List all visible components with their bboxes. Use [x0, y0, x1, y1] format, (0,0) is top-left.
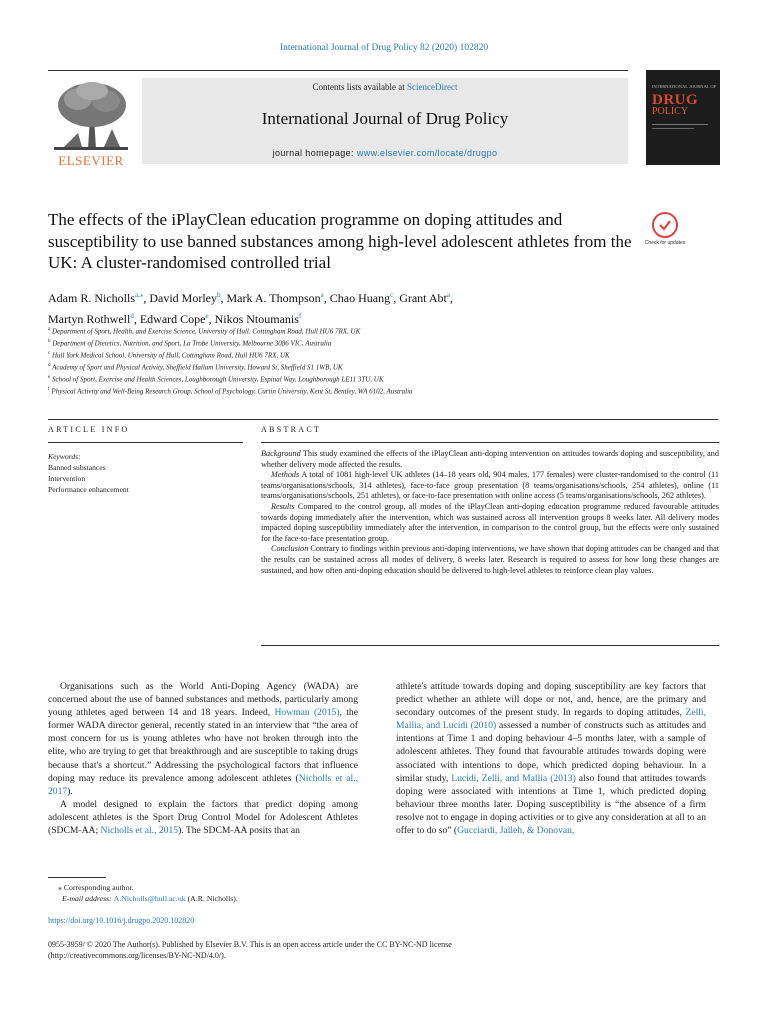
citation-link[interactable]: Nicholls et al., 2015 [100, 825, 179, 837]
author-affiliation-mark: a,⁎ [135, 291, 144, 299]
cover-top: INTERNATIONAL JOURNAL OF [652, 84, 717, 89]
section-rule [261, 645, 719, 646]
check-updates-icon [652, 212, 678, 238]
keyword-item: Banned substances [48, 463, 106, 472]
section-rule [48, 419, 718, 420]
check-updates-label: Check for updates [644, 240, 686, 246]
keywords-label: Keywords: [48, 452, 81, 461]
sciencedirect-link[interactable]: ScienceDirect [407, 82, 458, 92]
keyword-item: Performance enhancement [48, 485, 129, 494]
contents-line: Contents lists available at ScienceDirect [312, 82, 458, 92]
footnote-rule [48, 877, 106, 878]
abstract-methods: Methods A total of 1081 high-level UK athletes (14–18 years old, 904 males, 177 females) were cluster-randomised to the control (11 teams/organisations/schools, 314 athletes), face-to-face group presentation (8 teams/organisations/schools, 254 athletes), online (11 teams/organisations/schools, 251 athletes), or face-to-face presentation with online access (5 teams/organisations/schools, 262 athletes). [261, 470, 719, 501]
article-title: The effects of the iPlayClean education programme on doping attitudes and susceptibility to use banned substances among high-level adolescent athletes from the UK: A cluster-randomised controlled trial [48, 210, 632, 272]
corresponding-mark: ⁎ [58, 883, 62, 892]
author-affiliation-mark: e [205, 312, 209, 320]
affiliation-item: $^e$ School of Sport, Exercise and Health Sciences, Loughborough University, Espinal Way, Loughborough LE11 3TU, UK [48, 374, 384, 384]
author-affiliation-mark: c [390, 291, 394, 299]
journal-citation-link[interactable]: International Journal of Drug Policy 82 (2020) 102820 [279, 43, 489, 53]
affiliation-item: $^f$ Physical Activity and Well-Being Research Group, School of Psychology, Curtin University, Kent St, Bentley, WA 6102, Australia [48, 386, 413, 395]
elsevier-logo [48, 77, 134, 168]
author-affiliation-mark: d [130, 312, 134, 320]
author-name[interactable]: Martyn Rothwell [48, 312, 131, 326]
affiliation-item: $^a$ Department of Sport, Health, and Exercise Science, University of Hull, Cottingham Road, Hull HU6 7RX, UK [48, 327, 361, 336]
journal-title: International Journal of Drug Policy [261, 109, 509, 128]
author-name[interactable]: Edward Cope [139, 312, 206, 326]
author-name[interactable]: David Morley [149, 291, 218, 305]
email-link[interactable]: A.Nicholls@hull.ac.uk [113, 894, 186, 903]
affiliation-item: $^d$ Academy of Sport and Physical Activity, Sheffield Hallam University, Howard St, Sheffield S1 1WB, UK [48, 362, 343, 372]
author-affiliation-mark: a [446, 291, 450, 299]
author-affiliation-mark: f [298, 312, 302, 320]
abstract-background: Background This study examined the effects of the iPlayClean anti-doping intervention on attitudes towards doping and susceptibility, and whether delivery mode affected the results. [261, 449, 719, 469]
doi-link[interactable]: https://doi.org/10.1016/j.drugpo.2020.102820 [48, 916, 195, 925]
cover-word-drug: DRUG [652, 92, 699, 108]
homepage-link[interactable]: www.elsevier.com/locate/drugpo [356, 148, 498, 158]
cover-rule [652, 124, 708, 125]
abstract-body [261, 449, 719, 576]
author-affiliation-mark: a [320, 291, 324, 299]
elsevier-tree-icon [48, 77, 134, 153]
citation-link[interactable]: Nicholls et al., 2017 [48, 772, 359, 797]
body-paragraph: athlete's attitude towards doping and doping susceptibility are key factors that predict whether an athlete will dope or not, and, hence, are the primary and secondary outcomes of the present study. In regards to doping attitudes, Zelli, Mallia, and Lucidi (2010) assessed a number of constructs such as attitudes and intentions at Time 1 and doping behaviour 4–5 months later, with a sample of adolescent athletes. They found that favourable attitudes towards doping were associated with intentions to dope, which predicted doping behaviour. In a similar study, Lucidi, Zelli, and Mallia (2013) also found that attitudes towards doping were associated with intentions at Time 1, which predicted doping behaviour three months later. Doping susceptibility is “the absence of a firm resolve not to engage in doping activities or to give any consideration at all to an offer to do so” (Gucciardi, Jalleh, & Donovan, [396, 681, 707, 837]
author-name[interactable]: Grant Abt [399, 291, 447, 305]
keyword-item: Intervention [48, 474, 86, 483]
author-name[interactable]: Nikos Ntoumanis [214, 312, 299, 326]
license-text: 0955-3959/ © 2020 The Author(s). Published by Elsevier B.V. This is an open access article under the CC BY-NC-ND license (http://creativecommons.org/licenses/BY-NC-ND/4.0/). [48, 940, 452, 960]
keywords-block [48, 451, 228, 495]
author-name[interactable]: Mark A. Thompson [226, 291, 321, 305]
author-name[interactable]: Adam R. Nicholls [48, 291, 135, 305]
body-column-right [396, 680, 706, 837]
abstract-heading: ABSTRACT [261, 425, 322, 434]
article-info-heading: ARTICLE INFO [48, 425, 130, 434]
section-rule [48, 442, 243, 443]
affiliation-item: $^c$ Hull York Medical School, University of Hull, Cottingham Road, Hull HU6 7RX, UK [48, 350, 290, 360]
citation-link[interactable]: Gucciardi, Jalleh, & Donovan, [457, 825, 575, 837]
citation-link[interactable]: Howman (2015) [274, 707, 340, 719]
journal-homepage: journal homepage: www.elsevier.com/locate/drugpo [272, 148, 498, 158]
author-list: Adam R. Nicholls$^{a,⁎}$, David Morley$^b$, Mark A. Thompson$^a$, Chao Huang$^c$, Grant Abt$^a$, Martyn Rothwell$^d$, Edward Cope$^e$, Nikos Ntoumanis$^f$ [48, 291, 453, 326]
footnote: ⁎ Corresponding author. E-mail address: A.Nicholls@hull.ac.uk (A.R. Nicholls). [58, 883, 238, 903]
affiliation-item: $^b$ Department of Dietetics, Nutrition, and Sport, La Trobe University, Melbourne 3086 VIC, Australia [48, 338, 332, 348]
citation-link[interactable]: Lucidi, Zelli, and Mallia (2013) [451, 772, 576, 784]
publisher-name: ELSEVIER [58, 153, 124, 168]
abstract-results: Results Compared to the control group, all modes of the iPlayClean anti-doping education programme reduced favourable attitudes towards doping immediately after the intervention, which was sustained across all intervention groups 8 weeks later. All delivery modes impacted doping susceptibility immediately after the intervention, in comparison to the control group, but the effects were only sustained for the face-to-face presentation group. [261, 501, 719, 543]
masthead [48, 70, 628, 166]
body-paragraph: Organisations such as the World Anti-Doping Agency (WADA) are concerned about the use of banned substances and methods, particularly among young athletes aged between 14 and 18 years. Indeed, Howman (2015), the former WADA director general, recently stated in an interview that “the area of most concern for us is young athletes who have not broken through into the elite, who are trying to get that breakthrough and are susceptible to taking drugs because that's a shortcut.” Addressing the psychological factors that influence doping may reduce its prevalence among adolescent athletes (Nicholls et al., 2017). [48, 681, 359, 797]
cover-rule [652, 128, 694, 129]
abstract-conclusion: Conclusion Contrary to findings within previous anti-doping interventions, we have shown that doping attitudes can be changed and that the results can be sustained across all modes of delivery, 8 weeks later. Research is required to assess for how long these changes are sustained, and how often anti-doping education should be delivered to high-level athletes to reinforce clean play values. [261, 544, 719, 575]
cover-word-policy: POLICY [652, 106, 689, 117]
body-paragraph: A model designed to explain the factors that predict doping among adolescent athletes is the Sport Drug Control Model for Adolescent Athletes (SDCM-AA; Nicholls et al., 2015). The SDCM-AA posits that an [48, 798, 358, 837]
journal-cover-thumbnail[interactable] [646, 70, 720, 165]
author-name[interactable]: Chao Huang [329, 291, 391, 305]
check-for-updates-button[interactable] [644, 212, 686, 258]
citation-link[interactable]: Zelli, Mallia, and Lucidi (2010) [396, 707, 706, 732]
author-affiliation-mark: b [217, 291, 221, 299]
section-rule [261, 442, 719, 443]
affiliations [48, 325, 708, 397]
masthead-panel [142, 78, 628, 164]
body-column-left [48, 680, 358, 837]
